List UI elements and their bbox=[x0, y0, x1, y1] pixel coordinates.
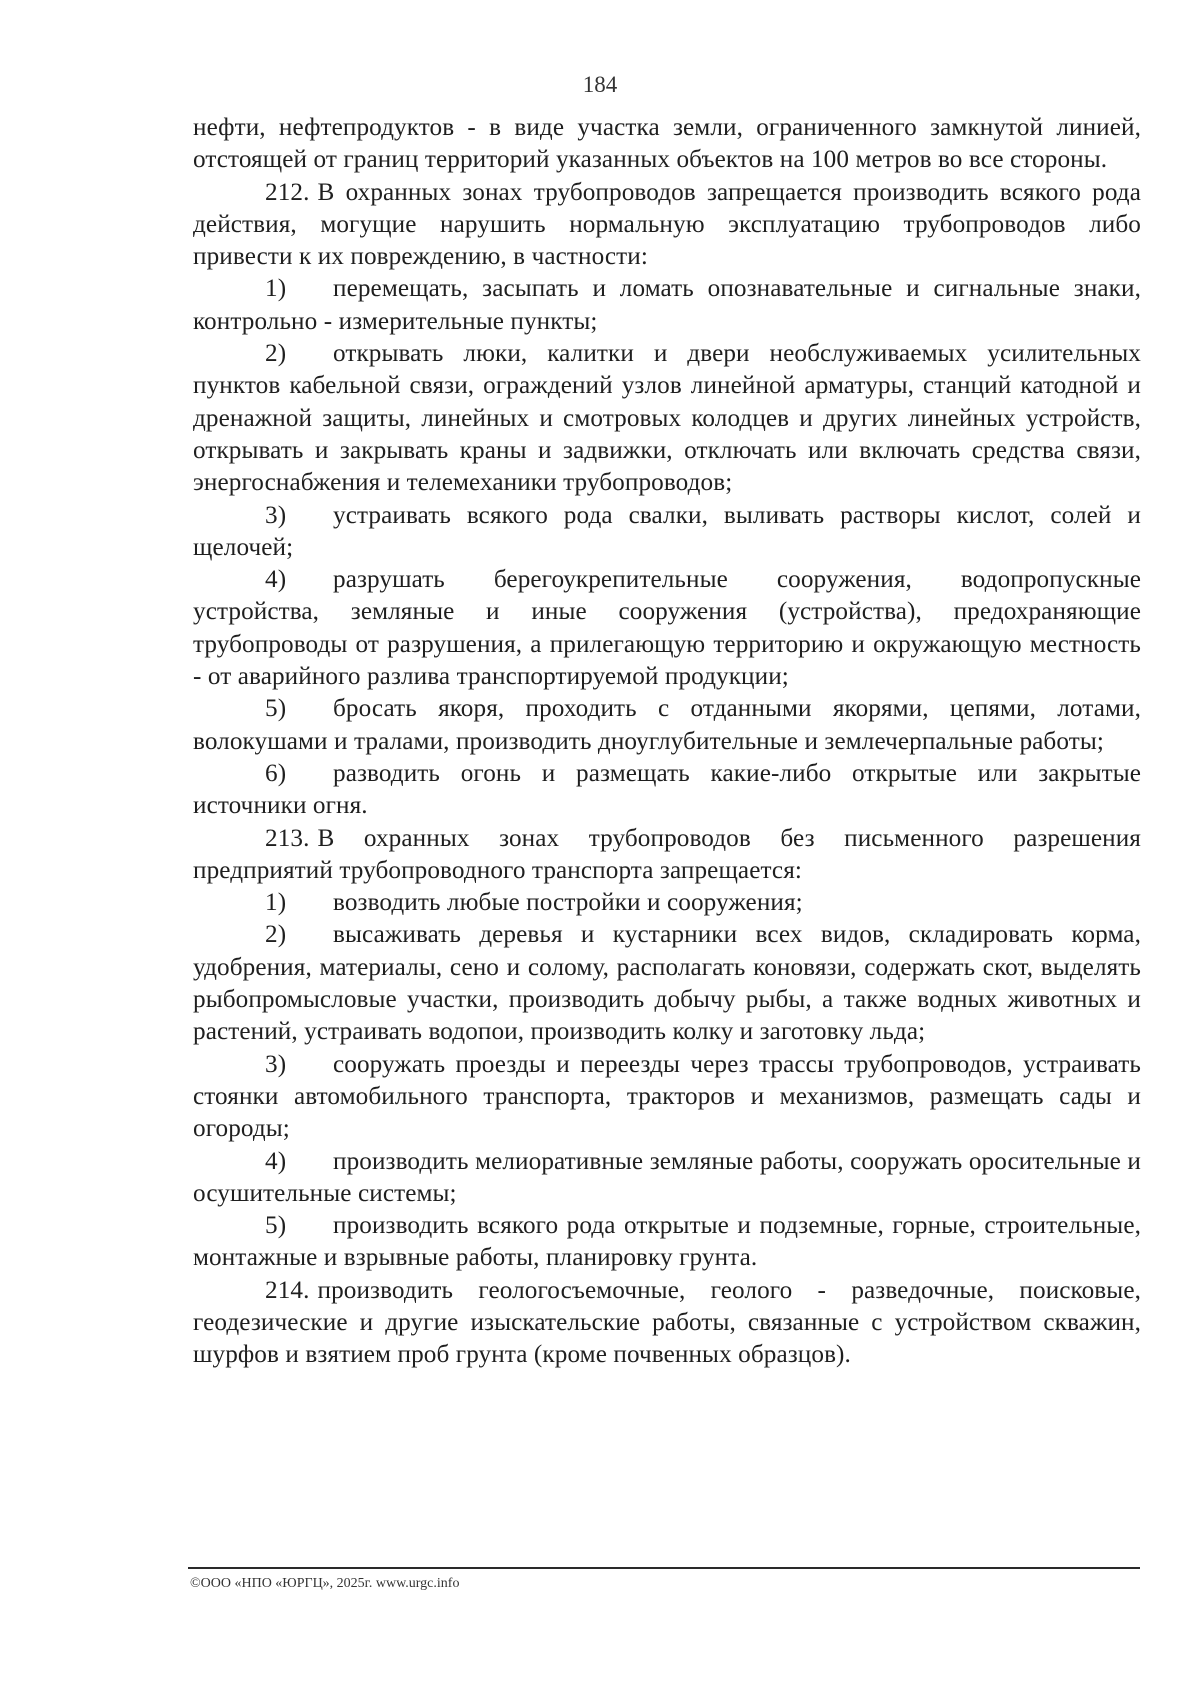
list-item bbox=[193, 500, 1141, 565]
list-item bbox=[193, 564, 1141, 693]
list-item-number: 1) bbox=[265, 889, 287, 917]
list-item-number: 5) bbox=[265, 1212, 287, 1240]
paragraph-continuation: нефти, нефтепродуктов - в виде участка земли, ограниченного замкнутой линией, отстоящей от границ территорий указанных объектов на 100 метров во все стороны. bbox=[193, 114, 1141, 174]
list-item bbox=[193, 887, 1141, 919]
document-body bbox=[193, 112, 1141, 1372]
list-item-number: 2) bbox=[265, 921, 287, 949]
list-item-text: перемещать, засыпать и ломать опознавательные и сигнальные знаки, контрольно - измерительные пункты; bbox=[193, 275, 1141, 335]
page-number: 184 bbox=[582, 72, 618, 97]
footer-copyright: ©ООО «НПО «ЮРГЦ», 2025г. www.urgc.info bbox=[190, 1576, 460, 1591]
paragraph-number: 214. bbox=[265, 1276, 310, 1304]
paragraph-number: 212. bbox=[265, 178, 310, 206]
paragraph-text: В охранных зонах трубопроводов без письменного разрешения предприятий трубопроводного транспорта запрещается: bbox=[193, 824, 1141, 884]
list-item-number: 1) bbox=[265, 275, 287, 303]
list-item-text: высаживать деревья и кустарники всех видов, складировать корма, удобрения, материалы, сено и солому, располагать коновязи, содержать скот, выделять рыбопромысловые участки, производить добычу рыбы, а также водных животных и растений, устраивать водопои, производить колку и заготовку льда; bbox=[193, 921, 1141, 1046]
list-item bbox=[193, 1210, 1141, 1275]
paragraph-213 bbox=[193, 823, 1141, 888]
list-item-number: 3) bbox=[265, 501, 287, 529]
list-item-text: разводить огонь и размещать какие-либо открытые или закрытые источники огня. bbox=[193, 759, 1141, 820]
list-item-number: 4) bbox=[265, 566, 287, 594]
list-item-text: бросать якоря, проходить с отданными якорями, цепями, лотами, волокушами и тралами, производить дноуглубительные и землечерпальные работы; bbox=[193, 695, 1141, 755]
list-item-number: 5) bbox=[265, 695, 287, 723]
paragraph-214 bbox=[193, 1275, 1141, 1372]
list-item-text: разрушать берегоукрепительные сооружения, водопропускные устройства, земляные и иные сооружения (устройства), предохраняющие трубопроводы от разрушения, а прилегающую территорию и окружающую местность - от аварийного разлива транспортируемой продукции; bbox=[193, 566, 1141, 691]
list-item-number: 2) bbox=[265, 340, 287, 368]
list-item bbox=[193, 273, 1141, 338]
list-item-text: производить всякого рода открытые и подземные, горные, строительные, монтажные и взрывные работы, планировку грунта. bbox=[193, 1212, 1141, 1272]
paragraph-text: производить геологосъемочные, геолого - разведочные, поисковые, геодезические и другие изыскательские работы, связанные с устройством скважин, шурфов и взятием проб грунта (кроме почвенных образцов). bbox=[193, 1276, 1141, 1369]
list-item-text: устраивать всякого рода свалки, выливать растворы кислот, солей и щелочей; bbox=[193, 501, 1141, 561]
paragraph-number: 213. bbox=[265, 824, 310, 852]
list-item-text: открывать люки, калитки и двери необслуживаемых усилительных пунктов кабельной связи, ограждений узлов линейной арматуры, станций катодной и дренажной защиты, линейных и смотровых колодцев и других линейных устройств, открывать и закрывать краны и задвижки, отключать или включать средства связи, энергоснабжения и телемеханики трубопроводов; bbox=[193, 340, 1141, 497]
list-item bbox=[193, 919, 1141, 1048]
list-item bbox=[193, 693, 1141, 758]
list-item bbox=[193, 338, 1141, 499]
footer-divider bbox=[188, 1567, 1140, 1569]
list-item-text: производить мелиоративные земляные работы, сооружать оросительные и осушительные системы; bbox=[193, 1147, 1141, 1207]
list-item-text: возводить любые постройки и сооружения; bbox=[333, 889, 803, 917]
list-item bbox=[193, 1146, 1141, 1211]
list-item bbox=[193, 1049, 1141, 1146]
paragraph-212 bbox=[193, 177, 1141, 274]
list-item-text: сооружать проезды и переезды через трассы трубопроводов, устраивать стоянки автомобильного транспорта, тракторов и механизмов, размещать сады и огороды; bbox=[193, 1050, 1141, 1143]
paragraph-text: В охранных зонах трубопроводов запрещается производить всякого рода действия, могущие нарушить нормальную эксплуатацию трубопроводов либо привести к их повреждению, в частности: bbox=[193, 178, 1141, 271]
list-item-number: 4) bbox=[265, 1147, 287, 1175]
list-item-number: 3) bbox=[265, 1050, 287, 1078]
list-item-number: 6) bbox=[265, 759, 287, 787]
list-item bbox=[193, 758, 1141, 823]
